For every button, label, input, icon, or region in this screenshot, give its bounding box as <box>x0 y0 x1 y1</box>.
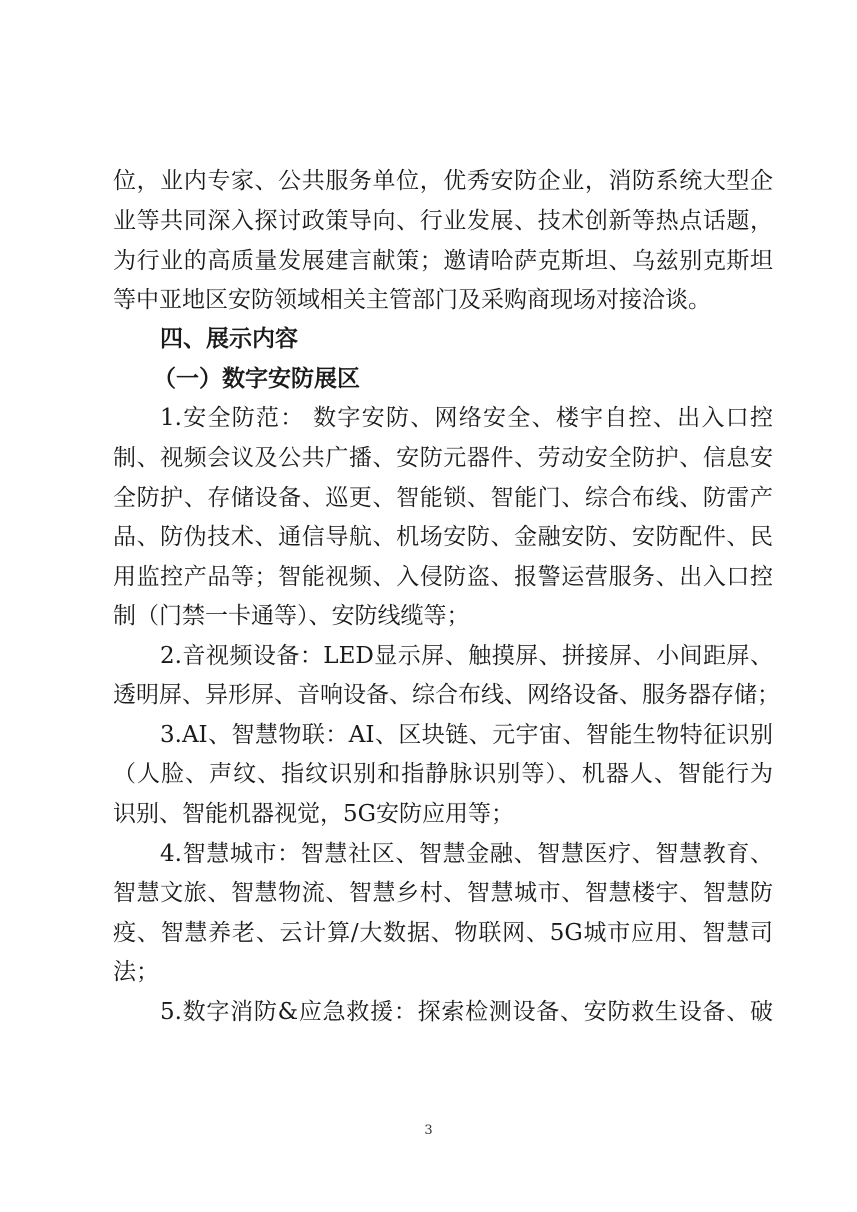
paragraph-line: 等中亚地区安防领域相关主管部门及采购商现场对接洽谈。 <box>113 287 711 313</box>
list-item-line: 制（门禁一卡通等）、安防线缆等； <box>113 603 470 629</box>
list-item-line: 5.数字消防&应急救援：探索检测设备、安防救生设备、破 <box>160 999 773 1025</box>
list-item-line: 4.智慧城市：智慧社区、智慧金融、智慧医疗、智慧教育、 <box>160 841 773 867</box>
list-item-line: 透明屏、异形屏、音响设备、综合布线、网络设备、服务器存储； <box>113 682 780 708</box>
list-item-line: 1.安全防范： 数字安防、网络安全、楼宇自控、出入口控 <box>160 405 773 431</box>
list-item-line: 智慧文旅、智慧物流、智慧乡村、智慧城市、智慧楼宇、智慧防 <box>113 880 773 906</box>
list-item-line: 识别、智能机器视觉，5G安防应用等； <box>113 801 515 827</box>
page-number: 3 <box>424 1123 433 1138</box>
list-item-line: 2.音视频设备：LED显示屏、触摸屏、拼接屏、小间距屏、 <box>160 643 773 669</box>
list-item-line: 品、防伪技术、通信导航、机场安防、金融安防、安防配件、民 <box>113 524 773 550</box>
list-item-line: 制、视频会议及公共广播、安防元器件、劳动安全防护、信息安 <box>113 445 773 471</box>
list-item-line: 全防护、存储设备、巡更、智能锁、智能门、综合布线、防雷产 <box>113 485 773 511</box>
list-item-line: 3.AI、智慧物联：AI、区块链、元宇宙、智能生物特征识别 <box>160 722 773 748</box>
list-item-line: 用监控产品等；智能视频、入侵防盗、报警运营服务、出入口控 <box>113 564 773 590</box>
list-item-line: 法； <box>113 959 159 985</box>
list-item-line: （人脸、声纹、指纹识别和指静脉识别等）、机器人、智能行为 <box>113 761 773 787</box>
list-item-line: 疫、智慧养老、云计算/大数据、物联网、5G城市应用、智慧司 <box>113 920 773 946</box>
paragraph-line: 为行业的高质量发展建言献策；邀请哈萨克斯坦、乌兹别克斯坦 <box>113 248 773 274</box>
subsection-heading: （一）数字安防展区 <box>153 366 360 392</box>
paragraph-line: 业等共同深入探讨政策导向、行业发展、技术创新等热点话题， <box>113 208 773 234</box>
section-heading: 四、展示内容 <box>160 326 298 352</box>
paragraph-line: 位，业内专家、公共服务单位，优秀安防企业，消防系统大型企 <box>113 168 773 194</box>
